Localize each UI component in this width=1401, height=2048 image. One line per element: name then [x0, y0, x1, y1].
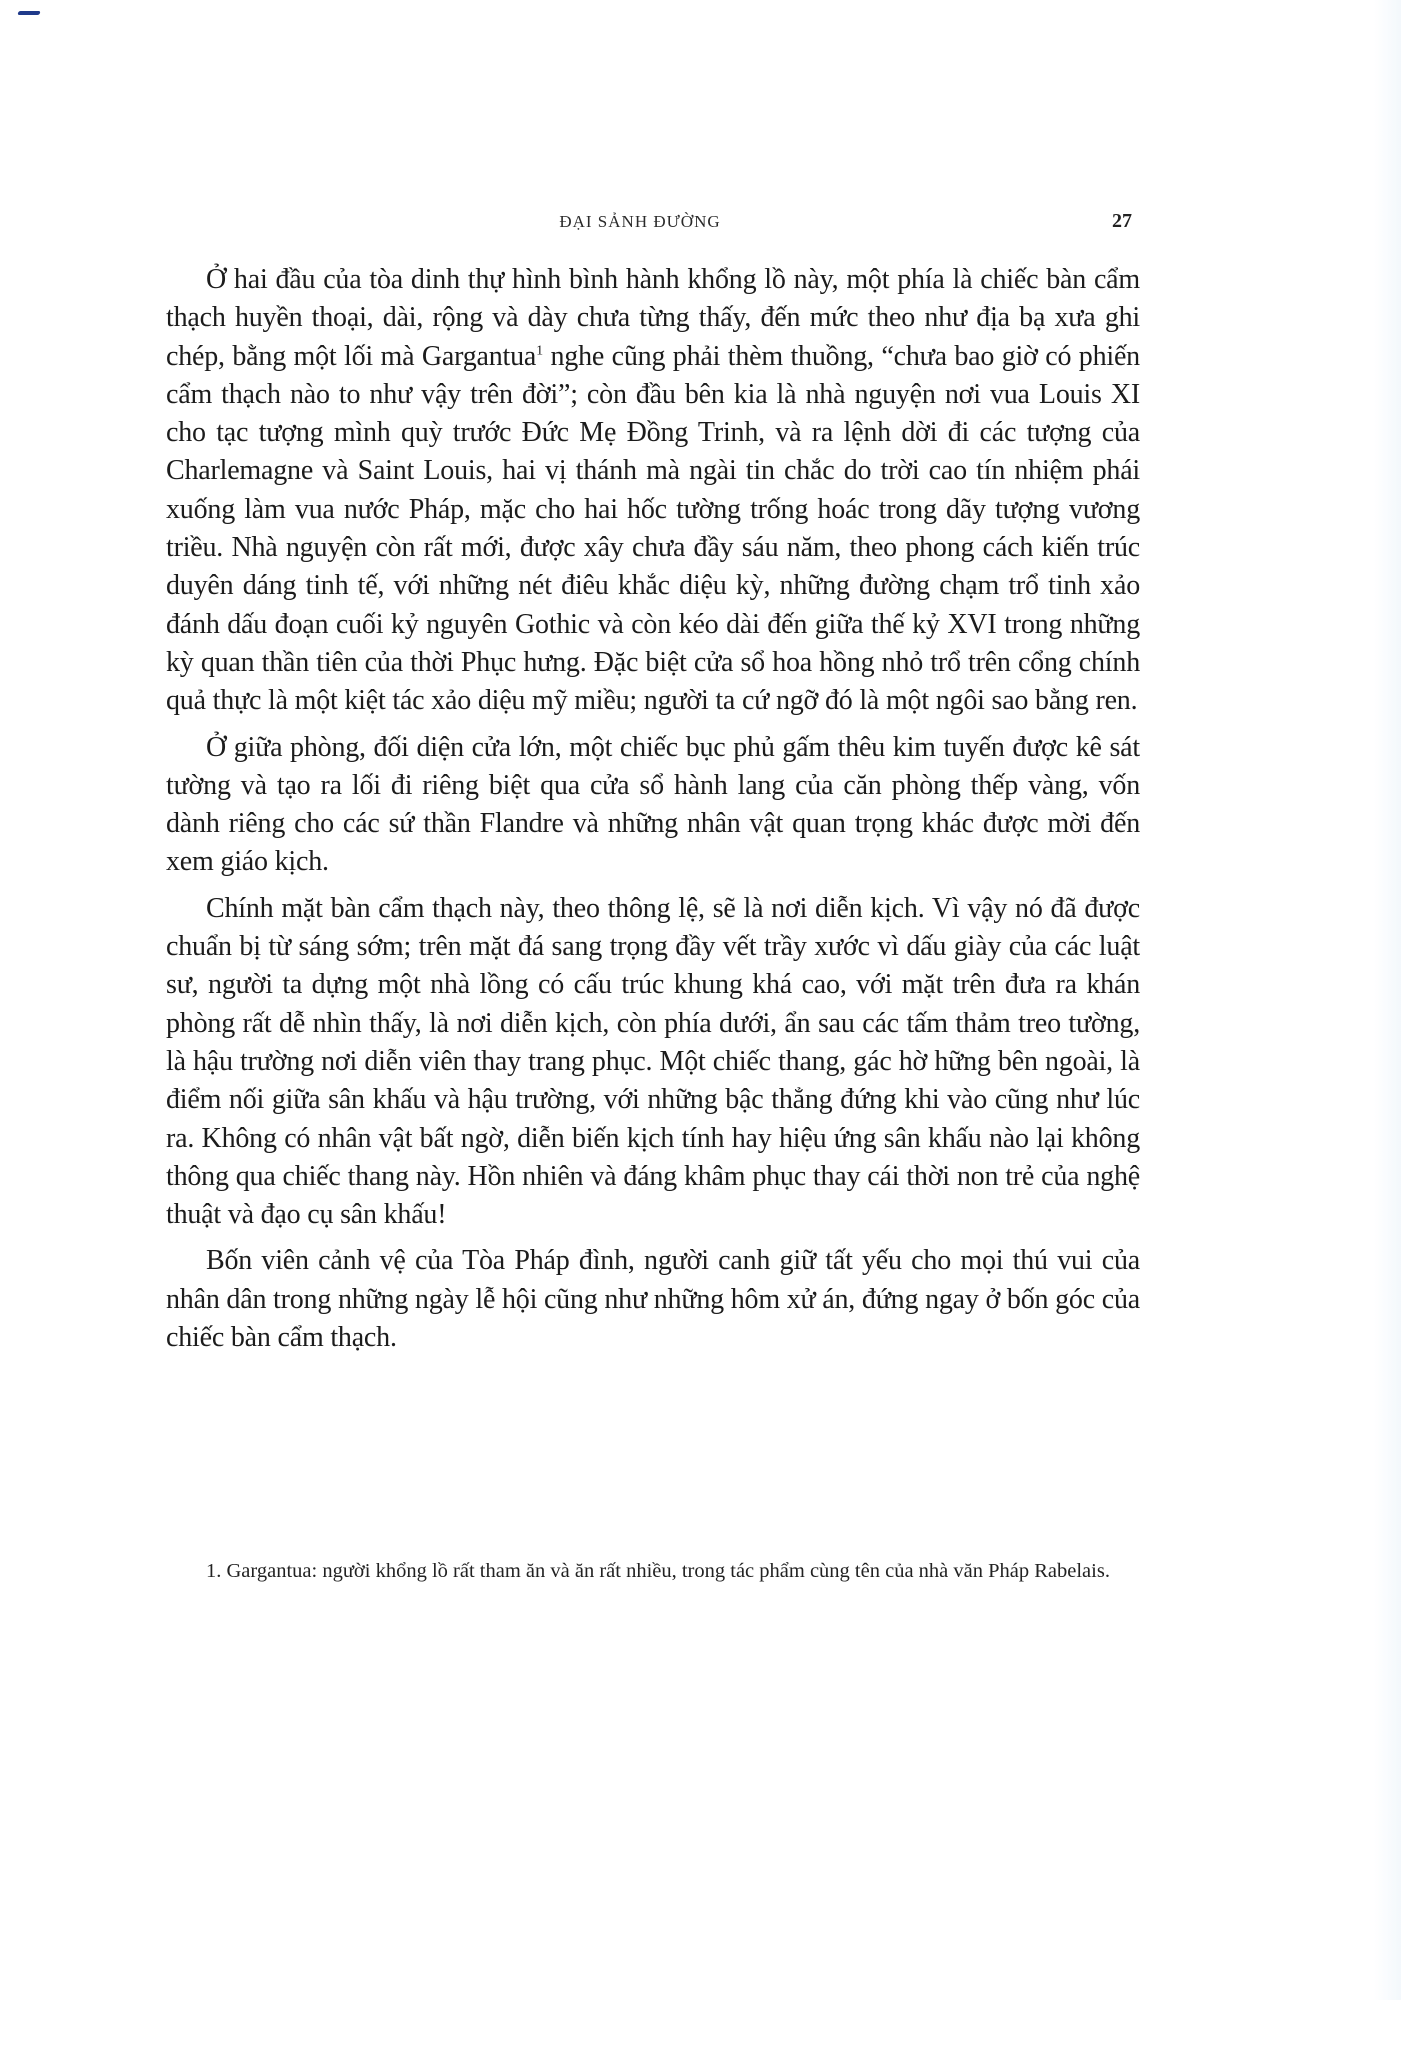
scan-artifact-mark — [17, 11, 40, 15]
paragraph-2: Ở giữa phòng, đối diện cửa lớn, một chiếc bục phủ gấm thêu kim tuyến được kê sát tường và tạo ra lối đi riêng biệt qua cửa sổ hành lang của căn phòng thếp vàng, vốn dành riêng cho các sứ thần Flandre và những nhân vật quan trọng khác được mời đến xem giáo kịch. — [166, 731, 1140, 878]
footnote-reference: 1 — [536, 343, 543, 359]
paragraph-4: Bốn viên cảnh vệ của Tòa Pháp đình, người canh giữ tất yếu cho mọi thú vui của nhân dân trong những ngày lễ hội cũng như những hôm xử án, đứng ngay ở bốn góc của chiếc bàn cẩm thạch. — [166, 1245, 1141, 1354]
paragraph-1-text: Ở hai đầu của tòa dinh thự hình bình hành khổng lồ này, một phía là chiếc bàn cẩm thạch huyền thoại, dài, rộng và dày chưa từng thấy, đến mức theo như địa bạ xưa ghi chép, bằng một lối mà Gargantua — [166, 264, 1140, 372]
paragraph-3: Chính mặt bàn cẩm thạch này, theo thông lệ, sẽ là nơi diễn kịch. Vì vậy nó đã được chuẩn bị từ sáng sớm; trên mặt đá sang trọng đầy vết trầy xước vì dấu giày của các luật sư, người ta dựng một nhà lồng có cấu trúc khung khá cao, với mặt trên đưa ra khán phòng rất dễ nhìn thấy, là nơi diễn kịch, còn phía dưới, ẩn sau các tấm thảm treo tường, là hậu trường nơi diễn viên thay trang phục. Một chiếc thang, gác hờ hững bên ngoài, là điểm nối giữa sân khấu và hậu trường, với những bậc thẳng đứng khi vào cũng như lúc ra. Không có nhân vật bất ngờ, diễn biến kịch tính hay hiệu ứng sân khấu nào lại không thông qua chiếc thang này. Hồn nhiên và đáng khâm phục thay cái thời non trẻ của nghệ thuật và đạo cụ sân khấu! — [166, 892, 1140, 1231]
footnote: 1. Gargantua: người khổng lồ rất tham ăn và ăn rất nhiều, trong tác phẩm cùng tên của nhà văn Pháp Rabelais. — [206, 1560, 1110, 1582]
scan-edge-shadow — [1374, 0, 1401, 2000]
running-head — [0, 212, 1401, 242]
chapter-title: ĐẠI SẢNH ĐƯỜNG — [559, 212, 721, 231]
page-number: 27 — [1112, 210, 1132, 232]
paragraph-1 — [166, 261, 1140, 721]
body-text — [166, 261, 1140, 1365]
paragraph-1-continued: nghe cũng phải thèm thuồng, “chưa bao giờ có phiến cẩm thạch nào to như vậy trên đời”; còn đầu bên kia là nhà nguyện nơi vua Louis XI cho tạc tượng mình quỳ trước Đức Mẹ Đồng Trinh, và ra lệnh dời đi các tượng của Charlemagne và Saint Louis, hai vị thánh mà ngài tin chắc do trời cao tín nhiệm phái xuống làm vua nước Pháp, mặc cho hai hốc tường trống hoác trong dãy tượng vương triều. Nhà nguyện còn rất mới, được xây chưa đầy sáu năm, theo phong cách kiến trúc duyên dáng tinh tế, với những nét điêu khắc diệu kỳ, những đường chạm trổ tinh xảo đánh dấu đoạn cuối kỷ nguyên Gothic và còn kéo dài đến giữa thế kỷ XVI trong những kỳ quan thần tiên của thời Phục hưng. Đặc biệt cửa sổ hoa hồng nhỏ trổ trên cổng chính quả thực là một kiệt tác xảo diệu mỹ miều; người ta cứ ngỡ đó là một ngôi sao bằng ren. — [166, 340, 1140, 717]
